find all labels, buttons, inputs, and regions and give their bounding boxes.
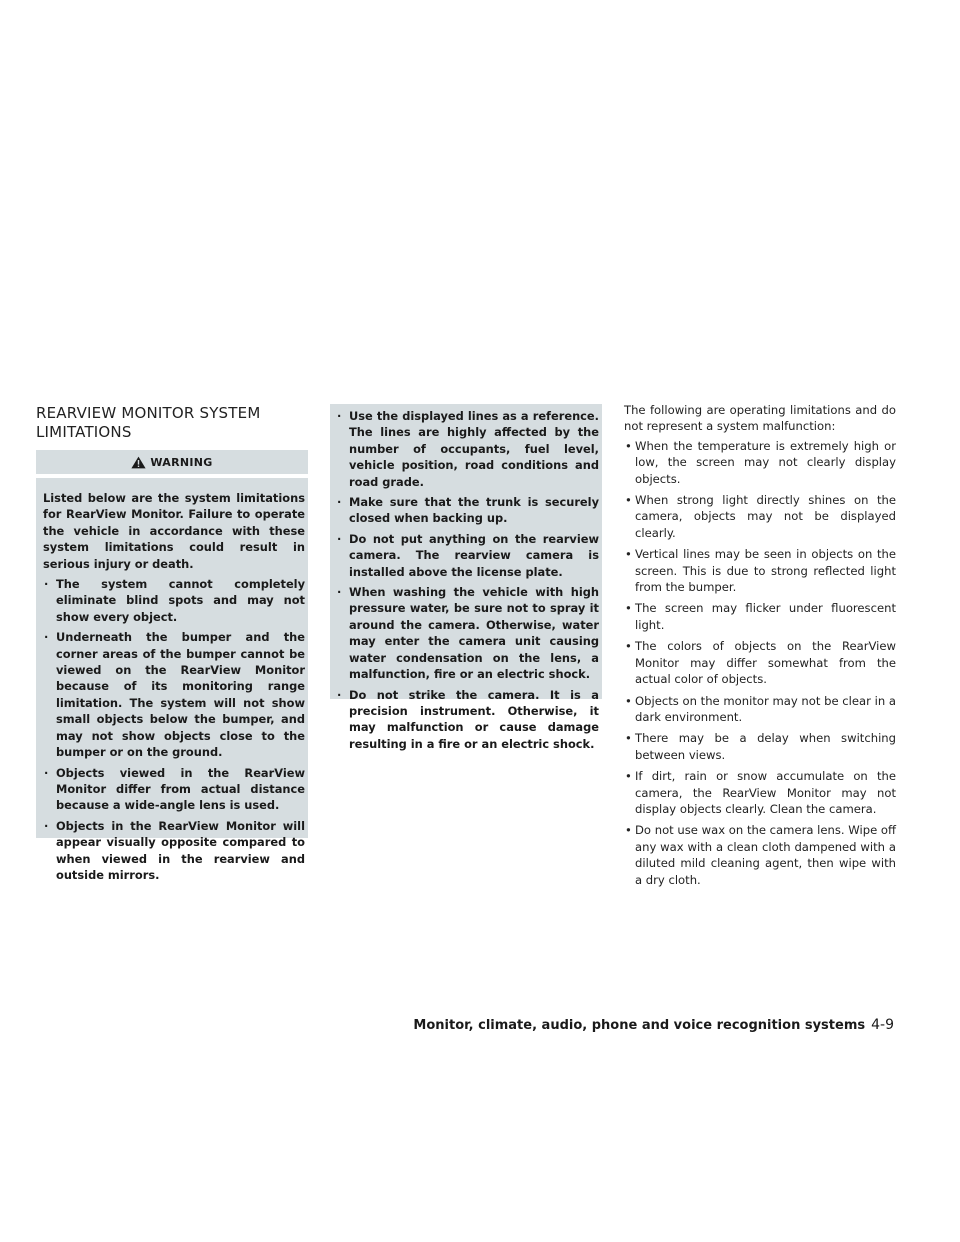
warning-body-col2 [330, 404, 602, 751]
list-item: · Objects viewed in the RearView Monitor differ from actual distance because a wide-angle lens is used. [44, 765, 305, 813]
warning-header [36, 450, 308, 474]
list-item: · Do not put anything on the rearview camera. The rearview camera is installed above the license plate. [337, 531, 599, 579]
limitations-column [624, 402, 896, 893]
list-item: • The screen may flicker under fluorescent light. [625, 601, 896, 632]
list-item: · Objects in the RearView Monitor will appear visually opposite compared to when viewed in the rearview and outside mirrors. [44, 818, 305, 882]
list-item: · Use the displayed lines as a reference. The lines are highly affected by the number of occupants, fuel level, vehicle position, road conditions and road grade. [337, 409, 599, 489]
list-item: • Vertical lines may be seen in objects on the screen. This is due to strong reflected light from the bumper. [625, 547, 896, 595]
section-title: REARVIEW MONITOR SYSTEM LIMITATIONS [36, 404, 261, 441]
list-item: · The system cannot completely eliminate blind spots and may not show every object. [44, 577, 305, 624]
warning-intro: Listed below are the system limitations for RearView Monitor. Failure to operate the vehicle in accordance with these system limitations could result in serious injury or death. [43, 491, 305, 571]
list-item: · When washing the vehicle with high pressure water, be sure not to spray it around the camera. Otherwise, water may enter the camera unit causing water condensation on the lens, a malfunction, fire or an electric shock. [337, 585, 599, 682]
list-item: • When strong light directly shines on the camera, objects may not be displayed clearly. [625, 493, 896, 540]
limitations-list [624, 438, 896, 888]
limitations-intro: The following are operating limitations and do not represent a system malfunction: [624, 403, 896, 434]
list-item: · Underneath the bumper and the corner areas of the bumper cannot be viewed on the RearView Monitor because of its monitoring range limitation. The system will not show small objects below the bumper, and may not show objects close to the bumper or on the ground. [44, 630, 305, 760]
list-item: • Do not use wax on the camera lens. Wipe off any wax with a clean cloth dampened with a diluted mild cleaning agent, then wipe with a dry cloth. [625, 823, 896, 887]
chapter-title: Monitor, climate, audio, phone and voice recognition systems [413, 1018, 866, 1033]
warning-triangle-icon [131, 456, 146, 469]
warning-list-col1 [43, 576, 305, 883]
list-item: · Make sure that the trunk is securely closed when backing up. [337, 495, 599, 526]
list-item: • Objects on the monitor may not be clear in a dark environment. [625, 693, 896, 724]
list-item: · Do not strike the camera. It is a precision instrument. Otherwise, it may malfunction or cause damage resulting in a fire or an electric shock. [337, 687, 599, 751]
list-item: • There may be a delay when switching between views. [625, 731, 896, 762]
warning-label: WARNING [150, 455, 213, 469]
warning-list-col2 [336, 408, 599, 752]
list-item: • When the temperature is extremely high or low, the screen may not clearly display objects. [625, 438, 896, 486]
warning-body-col1 [36, 478, 308, 882]
list-item: • If dirt, rain or snow accumulate on the camera, the RearView Monitor may not display objects clearly. Clean the camera. [625, 769, 896, 816]
list-item: • The colors of objects on the RearView Monitor may differ somewhat from the actual color of objects. [625, 639, 896, 687]
page-number: 4-9 [871, 1017, 894, 1033]
page-footer [413, 1017, 894, 1033]
